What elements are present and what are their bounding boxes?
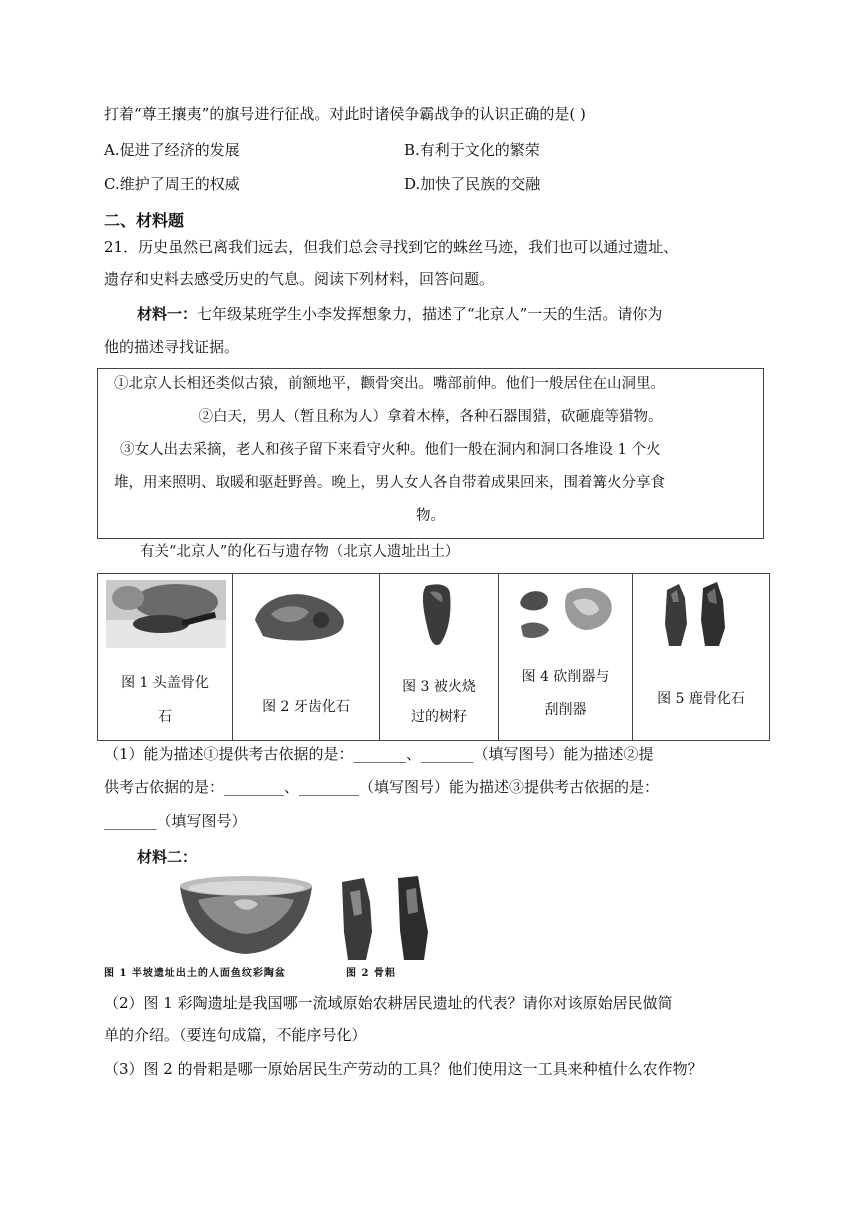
- skull-fossil-image: [106, 580, 226, 648]
- figure-3-caption-line1: 图 3 被火烧: [402, 679, 476, 695]
- figure-cell-3: [380, 574, 499, 741]
- q20-option-d: D.加快了民族的交融: [404, 175, 541, 193]
- figure-4-caption-line2: 刮削器: [544, 702, 587, 718]
- q20-option-a: A.促进了经济的发展: [104, 141, 240, 159]
- deer-bone-fossil-image: [641, 580, 761, 648]
- figure-cell-1: [98, 574, 233, 741]
- fossil-figure-table: [97, 573, 770, 741]
- figure-cell-2: [233, 574, 380, 741]
- q20-option-b: B.有利于文化的繁荣: [404, 141, 540, 159]
- bone-spade-image: [338, 872, 444, 962]
- figure-1-caption-line2: 石: [158, 709, 172, 725]
- figure-5-caption: 图 5 鹿骨化石: [657, 691, 745, 707]
- description-box: [97, 368, 764, 539]
- burnt-seed-image: [388, 580, 488, 648]
- material1-line2: 他的描述寻找证据。: [104, 338, 240, 356]
- tooth-fossil-image: [241, 580, 361, 648]
- subq2-line1: （2）图 1 彩陶遗址是我国哪一流域原始农耕居民遗址的代表？请你对该原始居民做简: [104, 994, 673, 1012]
- desc-line-5: 物。: [416, 508, 445, 524]
- material2-label: 材料二：: [137, 848, 198, 866]
- material1-line: [137, 303, 662, 325]
- subq3-line1: （3）图 2 的骨耜是哪一原始居民生产劳动的工具？他们使用这一工具来种植什么农作物？: [104, 1060, 703, 1078]
- subq1-line2: 供考古依据的是：________、________（填写图号）能为描述③提供考古依据的是：: [104, 778, 660, 796]
- figure-cell-5: [633, 574, 770, 741]
- q20-stem: 打着“尊王攘夷”的旗号进行征战。对此时诸侯争霸战争的认识正确的是( ): [104, 105, 586, 123]
- material1-text: 七年级某班学生小李发挥想象力，描述了“北京人”一天的生活。请你为: [197, 305, 663, 323]
- desc-line-4: 堆，用来照明、取暖和驱赶野兽。晚上，男人女人各自带着成果回来，围着篝火分享食: [114, 475, 665, 491]
- painted-pottery-basin-image: [178, 872, 314, 956]
- desc-line-3: ③女人出去采摘，老人和孩子留下来看守火种。他们一般在洞内和洞口各堆设 1 个火: [120, 442, 661, 458]
- fossil-heading: 有关“北京人”的化石与遗存物（北京人遗址出土）: [140, 544, 460, 560]
- figure-1-caption-line1: 图 1 头盖骨化: [121, 675, 209, 691]
- desc-line-2: ②白天，男人（暂且称为人）拿着木棒，各种石器围猎，砍砸鹿等猎物。: [198, 409, 663, 425]
- q21-intro-line2: 遗存和史料去感受历史的气息。阅读下列材料，回答问题。: [104, 270, 495, 288]
- section-title: 二、材料题: [104, 211, 185, 230]
- figure-cell-4: [499, 574, 633, 741]
- stone-tools-image: [507, 580, 627, 648]
- desc-line-1: ①北京人长相还类似古猿，前额地平，颧骨突出。嘴部前伸。他们一般居住在山洞里。: [114, 376, 665, 392]
- subq1-line1: （1）能为描述①提供考古依据的是：_______、_______（填写图号）能为描述②提: [104, 745, 654, 763]
- material2-figure1-caption: 图 1 半坡遗址出土的人面鱼纹彩陶盆: [104, 968, 286, 979]
- figure-4-caption-line1: 图 4 砍削器与: [521, 669, 610, 685]
- material2-figure2-caption: 图 2 骨耜: [346, 968, 396, 979]
- subq1-line3: _______（填写图号）: [104, 812, 247, 830]
- figure-2-caption: 图 2 牙齿化石: [262, 699, 350, 715]
- q20-option-c: C.维护了周王的权威: [104, 175, 240, 193]
- subq2-line2: 单的介绍。（要连句成篇，不能序号化）: [104, 1026, 367, 1044]
- figure-3-caption-line2: 过的树籽: [411, 709, 467, 725]
- material1-label: 材料一：: [137, 305, 198, 323]
- q21-intro-line1: 21．历史虽然已离我们远去，但我们总会寻找到它的蛛丝马迹，我们也可以通过遗址、: [104, 238, 679, 256]
